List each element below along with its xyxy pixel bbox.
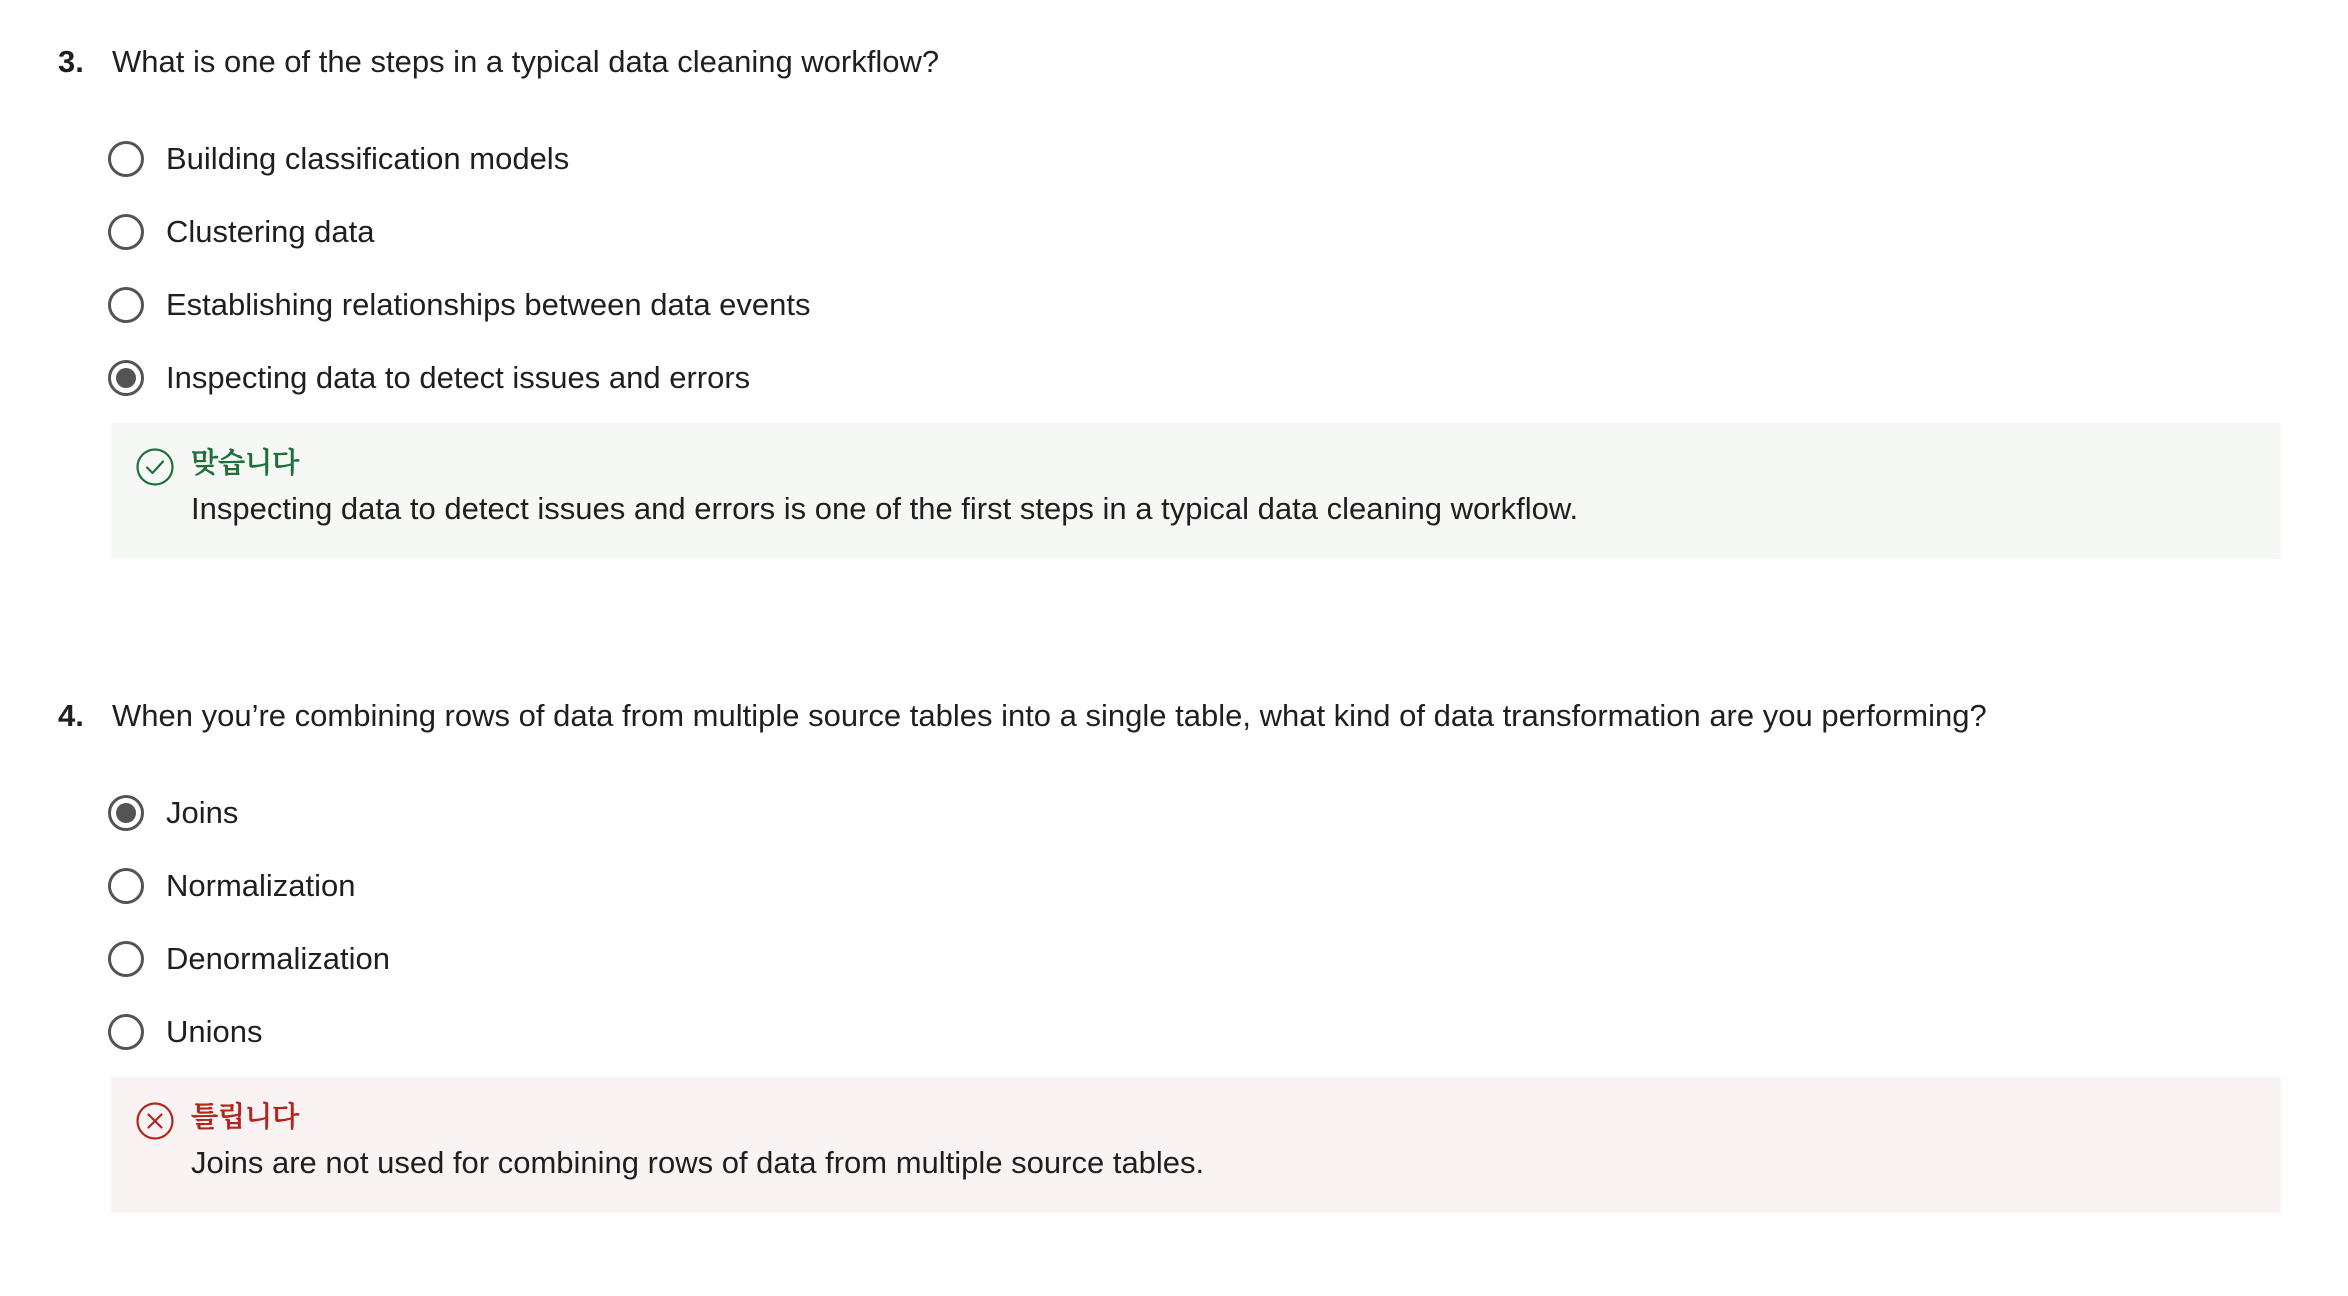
option-label: Normalization [166,867,356,903]
option-label: Building classification models [166,140,570,176]
option-label: Unions [166,1013,263,1049]
question-number: 3. [58,44,84,79]
option-joins[interactable] [108,776,390,849]
question-header [0,38,2348,88]
option-label: Establishing relationships between data events [166,286,811,322]
answer-options [108,122,811,414]
question-4 [0,692,2348,1180]
radio-button-selected[interactable] [108,795,144,831]
radio-button[interactable] [108,1014,144,1050]
radio-button-selected[interactable] [108,360,144,396]
feedback-title: 맞습니다 [191,447,300,478]
radio-button[interactable] [108,868,144,904]
option-inspecting-data[interactable] [108,341,811,414]
radio-button[interactable] [108,287,144,323]
feedback-text: Inspecting data to detect issues and errors is one of the first steps in a typical data cleaning workflow. [191,491,1579,526]
option-label: Clustering data [166,213,375,249]
option-normalization[interactable] [108,849,390,922]
option-establishing-relationships[interactable] [108,268,811,341]
answer-options [108,776,390,1068]
radio-button[interactable] [108,941,144,977]
question-number: 4. [58,698,84,733]
feedback-text: Joins are not used for combining rows of data from multiple source tables. [191,1145,1205,1180]
radio-button[interactable] [108,214,144,250]
feedback-correct [111,423,2281,559]
option-building-classification-models[interactable] [108,122,811,195]
question-text: What is one of the steps in a typical data cleaning workflow? [112,44,940,79]
x-circle-icon [135,1101,175,1141]
radio-button[interactable] [108,141,144,177]
question-header [0,692,2348,742]
option-label: Denormalization [166,940,390,976]
option-unions[interactable] [108,995,390,1068]
feedback-title: 틀립니다 [191,1101,300,1132]
option-denormalization[interactable] [108,922,390,995]
question-3 [0,38,2348,526]
option-label: Inspecting data to detect issues and errors [166,359,751,395]
option-clustering-data[interactable] [108,195,811,268]
check-circle-icon [135,447,175,487]
question-text: When you’re combining rows of data from multiple source tables into a single table, what kind of data transformation are you performing? [112,698,1987,733]
feedback-incorrect [111,1077,2281,1213]
option-label: Joins [166,794,239,830]
